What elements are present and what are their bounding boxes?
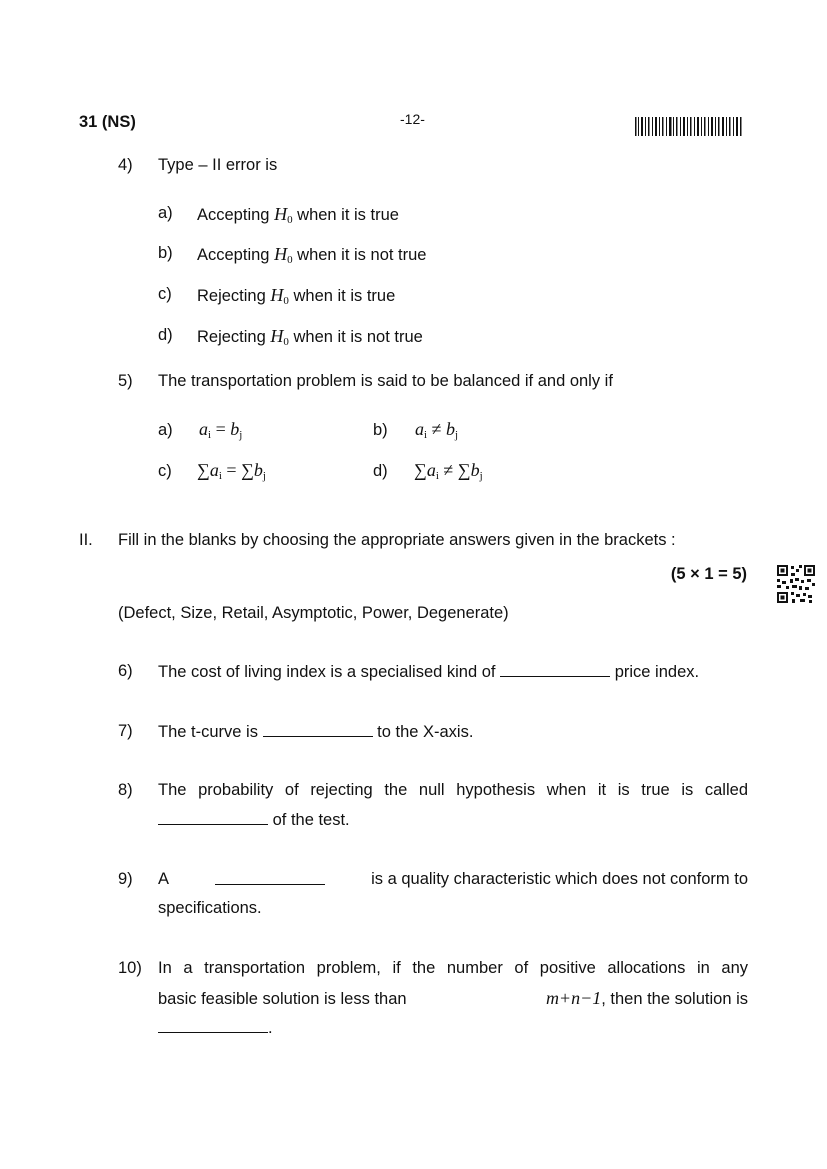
q4-option-b: Accepting $H_0$ when it is not true <box>197 244 427 266</box>
q5-option-c-label: c) <box>158 462 172 480</box>
q10-line1: In a transportation problem, if the number of positive allocations in any <box>158 959 748 977</box>
q4-option-d: Rejecting $H_0$ when it is not true <box>197 326 423 348</box>
answer-blank <box>158 1018 268 1033</box>
q10-expression: m+n−1 <box>545 988 602 1008</box>
qr-code <box>777 565 815 603</box>
answer-blank <box>500 662 610 677</box>
paper-code: 31 (NS) <box>79 113 136 131</box>
q5-option-a-expr: $a_i = b_j$ <box>199 419 243 441</box>
q5-option-d-label: d) <box>373 462 388 480</box>
q9-line2: specifications. <box>158 899 262 917</box>
h0-symbol: $H_0$ <box>274 204 293 226</box>
q4-option-d-label: d) <box>158 326 173 344</box>
q7-number: 7) <box>118 722 133 740</box>
q8-line2: of the test. <box>158 810 350 830</box>
q4-number: 4) <box>118 156 133 174</box>
q8-number: 8) <box>118 781 133 799</box>
q4-option-c: Rejecting $H_0$ when it is true <box>197 285 396 307</box>
section-marks: (5 × 1 = 5) <box>670 565 747 583</box>
section-number: II. <box>79 531 93 549</box>
q4-option-b-label: b) <box>158 244 173 262</box>
h0-symbol: $H_0$ <box>270 326 289 348</box>
q5-option-c-expr: $\sum a_i = \sum b_j$ <box>197 460 266 482</box>
h0-symbol: $H_0$ <box>274 244 293 266</box>
q4-question: Type – II error is <box>158 156 278 174</box>
barcode <box>635 117 743 136</box>
q9-line1: A is a quality characteristic which does not conform to <box>158 870 748 888</box>
q5-option-d-expr: $\sum a_i \ne \sum b_j$ <box>414 460 483 482</box>
answer-blank <box>158 810 268 825</box>
section-instruction: Fill in the blanks by choosing the appropriate answers given in the brackets : <box>118 531 676 549</box>
q4-option-a-label: a) <box>158 204 173 222</box>
q7-text: The t-curve is to the X-axis. <box>158 723 474 741</box>
q5-option-a-label: a) <box>158 421 173 439</box>
page-number: -12- <box>400 111 425 127</box>
q10-number: 10) <box>118 959 142 977</box>
q4-option-a: Accepting $H_0$ when it is true <box>197 204 399 226</box>
q10-line3: . <box>158 1018 273 1038</box>
q6-number: 6) <box>118 662 133 680</box>
q10-line2: basic feasible solution is less than m+n−1, then the solution is <box>158 988 748 1008</box>
answer-blank <box>215 870 325 885</box>
q4-option-c-label: c) <box>158 285 172 303</box>
q5-number: 5) <box>118 372 133 390</box>
q5-question: The transportation problem is said to be balanced if and only if <box>158 372 613 390</box>
q6-text: The cost of living index is a specialised kind of price index. <box>158 663 700 681</box>
q8-line1: The probability of rejecting the null hypothesis when it is true is called <box>158 781 748 799</box>
q5-option-b-expr: $a_i \ne b_j$ <box>415 419 459 441</box>
h0-symbol: $H_0$ <box>270 285 289 307</box>
q9-number: 9) <box>118 870 133 888</box>
answer-blank <box>263 722 373 737</box>
answer-choices: (Defect, Size, Retail, Asymptotic, Power, Degenerate) <box>118 604 509 622</box>
q5-option-b-label: b) <box>373 421 388 439</box>
